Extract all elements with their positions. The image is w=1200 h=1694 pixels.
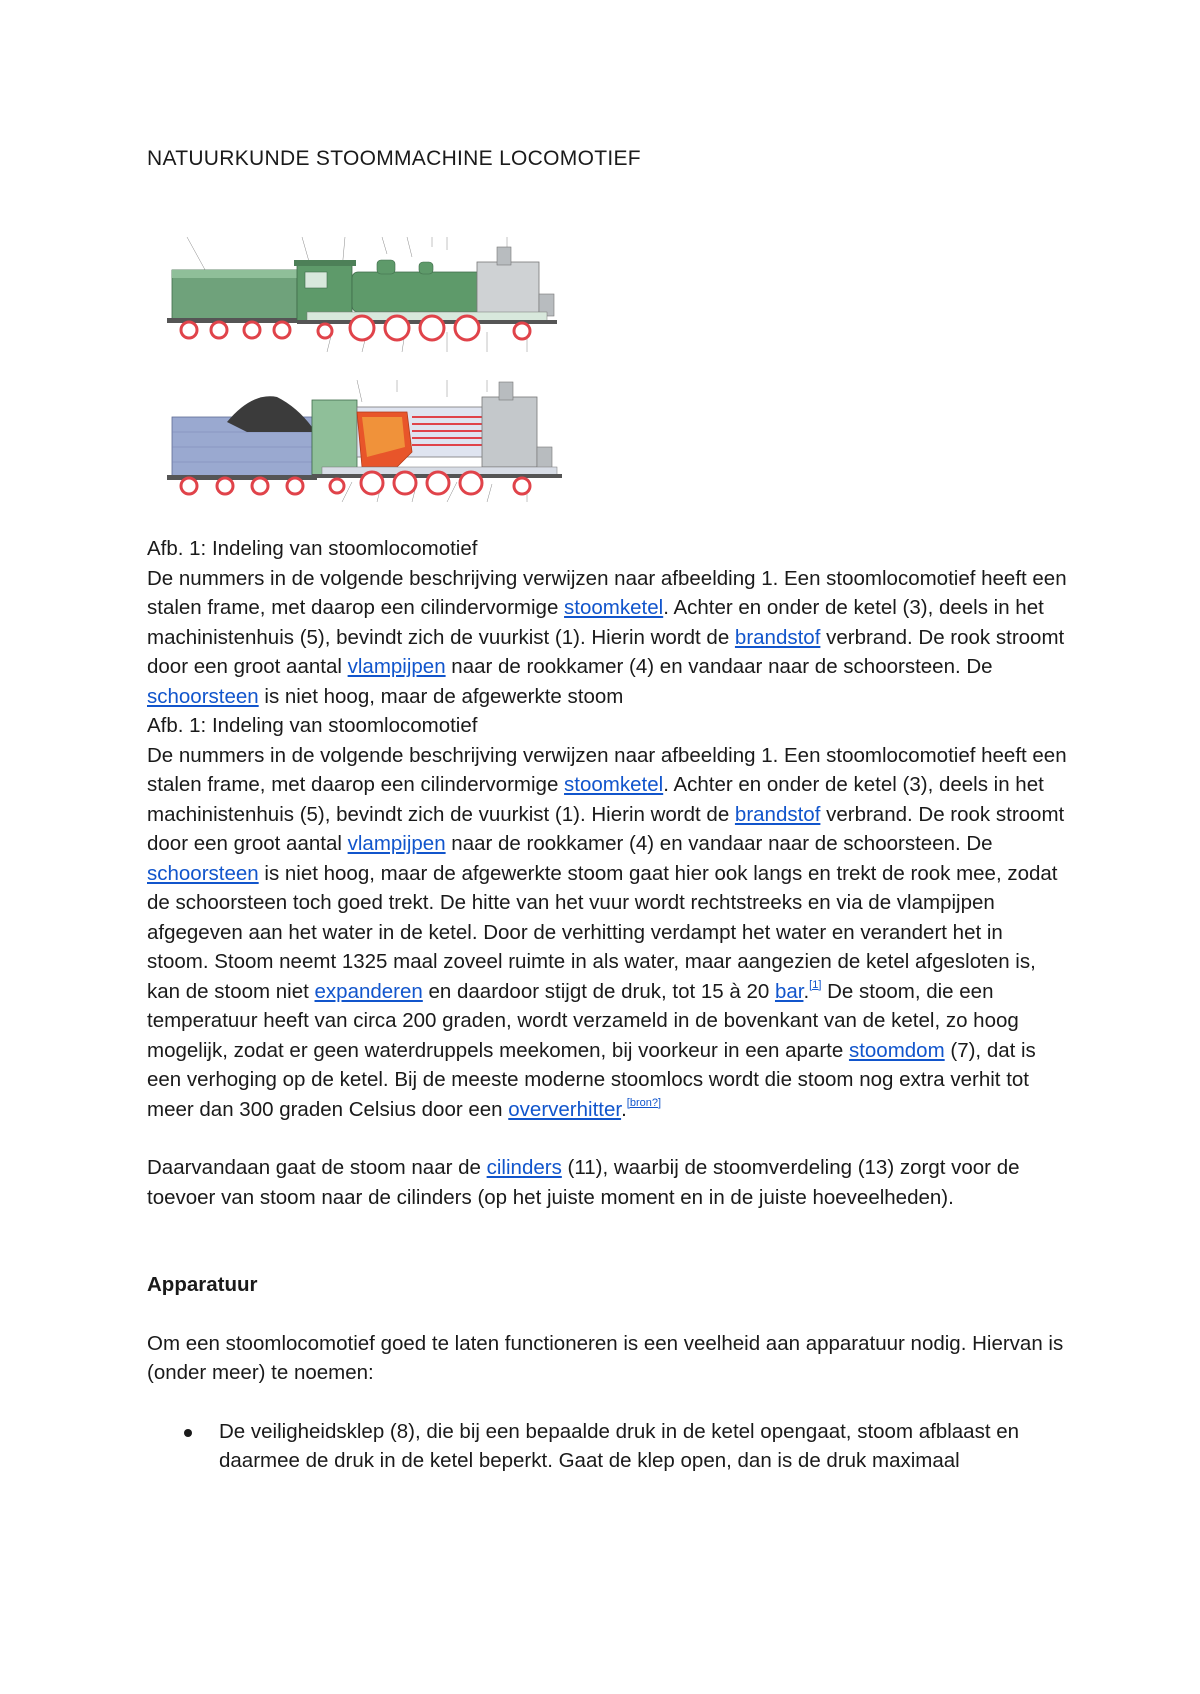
link-expanderen[interactable]: expanderen xyxy=(314,979,423,1003)
document-title: NATUURKUNDE STOOMMACHINE LOCOMOTIEF xyxy=(147,147,641,170)
link-oververhitter[interactable]: oververhitter xyxy=(508,1097,622,1121)
citation-needed-ref[interactable]: [bron?] xyxy=(626,1096,662,1109)
locomotive-diagram xyxy=(157,232,577,512)
footnote-ref-1[interactable]: [1] xyxy=(809,978,822,991)
link-stoomketel[interactable]: stoomketel xyxy=(564,773,664,796)
figure-caption: Afb. 1: Indeling van stoomlocomotief xyxy=(147,714,478,737)
link-stoomketel[interactable]: stoomketel xyxy=(564,596,664,619)
paragraph-3: Daarvandaan gaat de stoom naar de cilinders (11), waarbij de stoomverdeling (13) zorgt voor de toevoer van stoom naar de cilinders (op het juiste moment en in de juiste hoeveelheden). xyxy=(147,1156,1020,1209)
document-body xyxy=(147,534,1067,1476)
locomotive-cutaway-view xyxy=(167,380,562,502)
paragraph-4: Om een stoomlocomotief goed te laten functioneren is een veelheid aan apparatuur nodig. Hiervan is (onder meer) te noemen: xyxy=(147,1331,1064,1384)
link-schoorsteen[interactable]: schoorsteen xyxy=(147,861,259,885)
link-bar[interactable]: bar xyxy=(774,979,804,1003)
locomotive-exterior-view xyxy=(167,237,557,352)
list-item-text: De veiligheidsklep (8), die bij een bepaalde druk in de ketel opengaat, stoom afblaast en daarmee de druk in de ketel beperkt. Gaat de klep open, dan is de druk maximaal xyxy=(219,1419,1020,1472)
section-heading: Apparatuur xyxy=(147,1273,258,1296)
paragraph-2: De nummers in de volgende beschrijving verwijzen naar afbeelding 1. Een stoomlocomotief heeft een stalen frame, met daarop een cilindervormige stoomketel. Achter en onder de ketel (3), deels in het machinistenhuis (5), bevindt zich de vuurkist (1). Hierin wordt de brandstof verbrand. De rook stroomt door een groot aantal vlampijpen naar de rookkamer (4) en vandaar naar de schoorsteen. De schoorsteen is niet hoog, maar de afgewerkte stoom gaat hier ook langs en trekt de rook mee, zodat de schoorsteen toch goed trekt. De hitte van het vuur wordt rechtstreeks en via de vlampijpen afgegeven aan het water in de ketel. Door de verhitting verdampt het water en verandert het in stoom. Stoom neemt 1325 maal zoveel ruimte in als water, maar aangezien de ketel afgesloten is, kan de stoom niet expanderen en daardoor stijgt de druk, tot 15 à 20 bar.[1] De stoom, die een temperatuur heeft van circa 200 graden, wordt verzameld in de bovenkant van de ketel, zo hoog mogelijk, zodat er geen waterdruppels meekomen, bij voorkeur in een aparte stoomdom (7), dat is een verhoging op de ketel. Bij de meeste moderne stoomlocs wordt die stoom nog extra verhit tot meer dan 300 graden Celsius door een oververhitter.[bron?] xyxy=(147,743,1067,1121)
link-cilinders[interactable]: cilinders xyxy=(486,1156,562,1179)
link-schoorsteen[interactable]: schoorsteen xyxy=(147,684,259,708)
link-vlampijpen[interactable]: vlampijpen xyxy=(347,655,446,678)
link-brandstof[interactable]: brandstof xyxy=(734,802,821,826)
link-vlampijpen[interactable]: vlampijpen xyxy=(347,832,446,855)
paragraph-1: De nummers in de volgende beschrijving verwijzen naar afbeelding 1. Een stoomlocomotief heeft een stalen frame, met daarop een cilindervormige stoomketel. Achter en onder de ketel (3), deels in het machinistenhuis (5), bevindt zich de vuurkist (1). Hierin wordt de brandstof verbrand. De rook stroomt door een groot aantal vlampijpen naar de rookkamer (4) en vandaar naar de schoorsteen. De schoorsteen is niet hoog, maar de afgewerkte stoom xyxy=(147,566,1067,708)
list-item xyxy=(147,1417,1067,1476)
link-brandstof[interactable]: brandstof xyxy=(734,625,821,649)
link-stoomdom[interactable]: stoomdom xyxy=(848,1038,945,1062)
figure-caption: Afb. 1: Indeling van stoomlocomotief xyxy=(147,537,478,560)
bullet-icon xyxy=(147,1417,185,1476)
